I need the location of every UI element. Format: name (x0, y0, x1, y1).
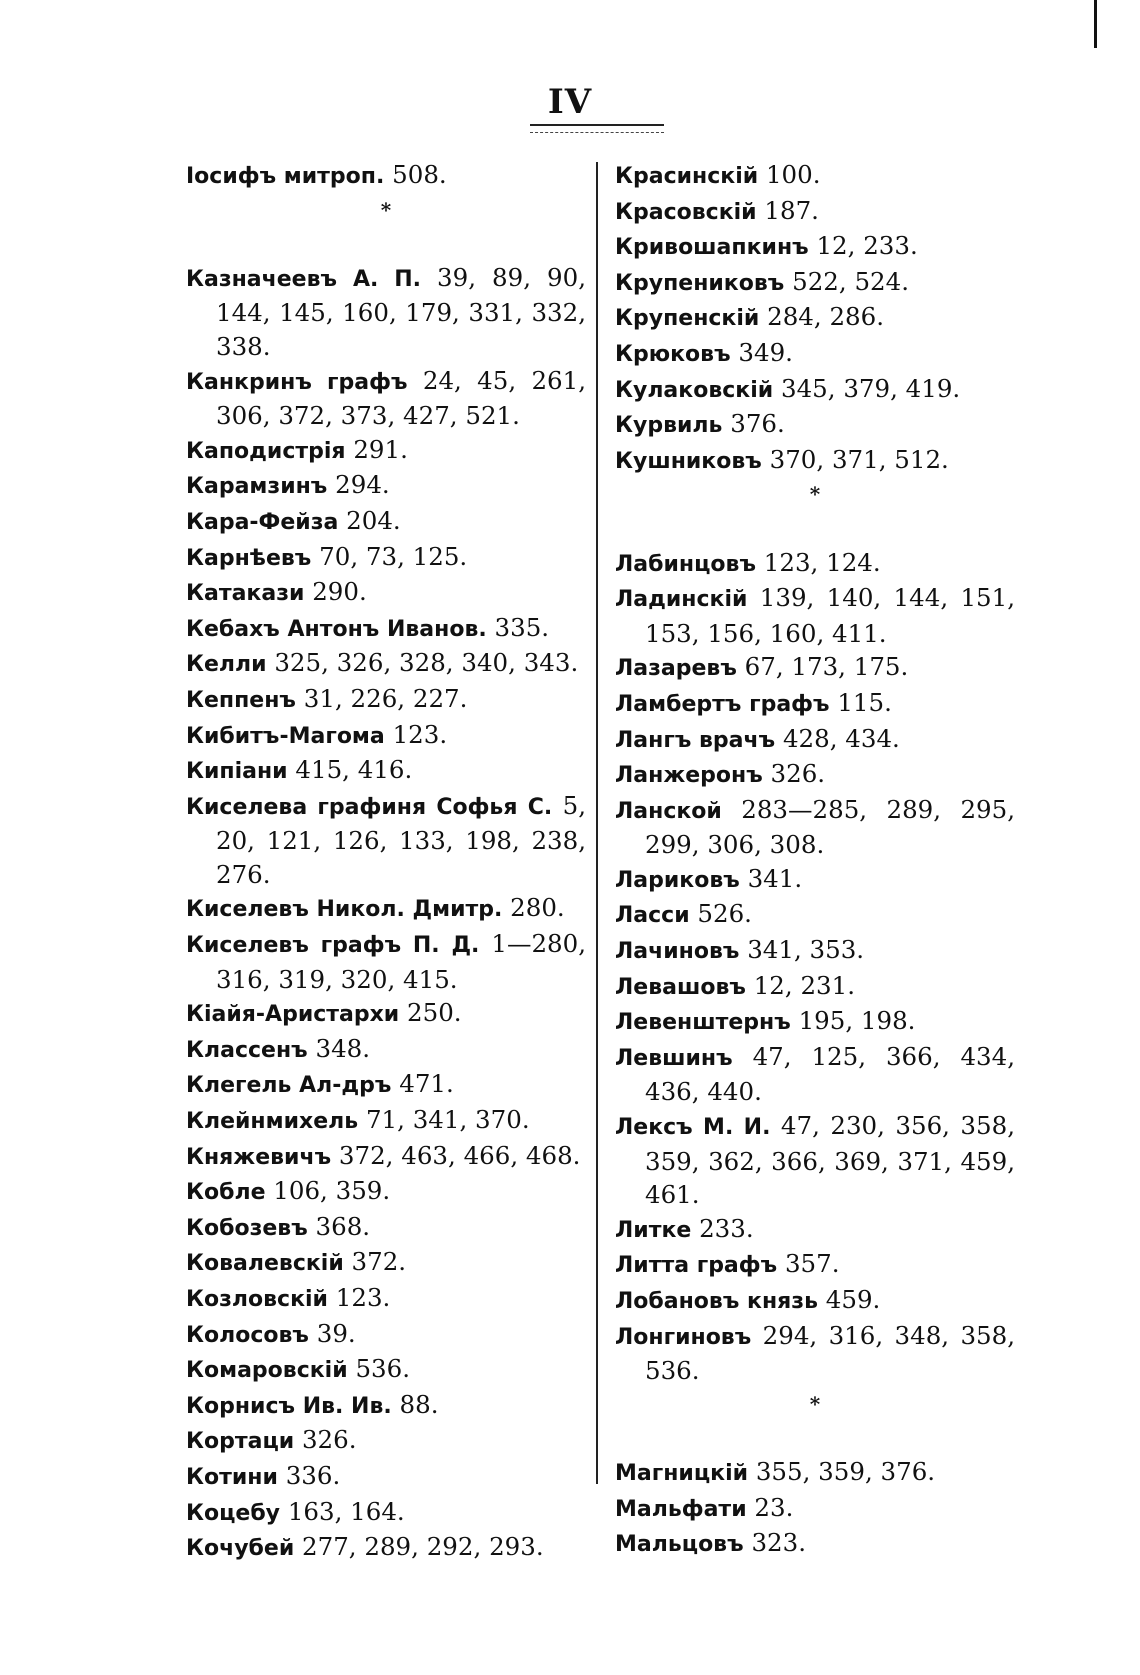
index-entry (615, 336, 1015, 372)
entry-pages: 5, 20, 121, 126, 133, 198, 238, 276. (216, 790, 586, 889)
entry-pages: 123. (392, 719, 448, 749)
index-entry (615, 1109, 1015, 1212)
entry-name: Ламбертъ графъ (615, 691, 830, 717)
entry-pages: 326. (770, 759, 826, 789)
entry-name: Коцебу (186, 1500, 281, 1526)
index-entry (186, 158, 586, 194)
entry-name: Лабинцовъ (615, 551, 756, 577)
index-entry (186, 1139, 586, 1175)
entry-pages: 508. (392, 160, 447, 189)
index-entry (615, 897, 1015, 933)
entry-name: Комаровскій (186, 1358, 348, 1384)
entry-pages: 335. (494, 612, 550, 642)
index-entry (615, 1455, 1015, 1491)
entry-pages: 24, 45, 261, 306, 372, 373, 427, 521. (216, 365, 586, 431)
entry-pages: 204. (346, 505, 401, 535)
entry-name: Кибитъ-Магома (186, 723, 385, 749)
entry-name: Корнисъ Ив. Ив. (186, 1393, 392, 1419)
entry-name: Левенштернъ (615, 1010, 791, 1036)
entry-name: Кобозевъ (186, 1215, 308, 1241)
entry-name: Кебахъ Антонъ Иванов. (186, 616, 487, 642)
entry-name: Лазаревъ (615, 656, 737, 682)
index-entry (186, 789, 586, 892)
entry-name: Карамзинъ (186, 474, 328, 500)
index-entry (186, 927, 586, 996)
entry-pages: 12, 231. (753, 970, 856, 1000)
index-entry (186, 1459, 586, 1495)
index-entry (615, 793, 1015, 862)
entry-pages: 376. (730, 409, 785, 439)
entry-name: Мальцовъ (615, 1532, 744, 1558)
index-entry (615, 546, 1015, 582)
entry-name: Кочубей (186, 1536, 295, 1562)
entry-pages: 47, 125, 366, 434, 436, 440. (645, 1041, 1015, 1107)
index-entry (615, 1283, 1015, 1319)
entry-pages: 291. (353, 434, 408, 464)
index-entry (615, 1212, 1015, 1248)
entry-name: Красовскій (615, 199, 757, 225)
entry-name: Киселевъ Никол. Дмитр. (186, 897, 503, 923)
page-number-ornament-rule (530, 124, 664, 133)
index-entry (615, 1247, 1015, 1283)
entry-pages: 415, 416. (295, 755, 413, 785)
index-entry (615, 300, 1015, 336)
column-divider (596, 162, 598, 1484)
entry-name: Клейнмихель (186, 1109, 359, 1135)
index-entry (615, 650, 1015, 686)
entry-name: Іосифъ митроп. (186, 164, 385, 189)
entry-name: Келли (186, 652, 267, 678)
entry-pages: 323. (751, 1528, 806, 1558)
index-entry (186, 1103, 586, 1139)
entry-name: Ласси (615, 903, 690, 929)
entry-pages: 233. (699, 1213, 754, 1243)
entry-name: Курвиль (615, 413, 723, 439)
entry-name: Мальфати (615, 1496, 747, 1522)
entry-name: Колосовъ (186, 1322, 309, 1348)
entry-name: Канкринъ графъ (186, 369, 408, 395)
section-spacer (615, 1421, 1015, 1455)
entry-pages: 115. (837, 687, 892, 717)
entry-pages: 277, 289, 292, 293. (302, 1532, 544, 1562)
entry-name: Кортаци (186, 1429, 295, 1455)
entry-name: Катакази (186, 581, 305, 607)
index-entry (186, 1245, 586, 1281)
entry-pages: 39. (316, 1318, 356, 1348)
index-entry (186, 1388, 586, 1424)
index-column-left (186, 158, 586, 1566)
entry-pages: 284, 286. (767, 302, 885, 332)
entry-name: Ковалевскій (186, 1251, 344, 1277)
entry-pages: 290. (312, 577, 367, 607)
entry-name: Классенъ (186, 1037, 308, 1063)
entry-pages: 12, 233. (816, 231, 918, 261)
entry-pages: 341, 353. (747, 935, 865, 965)
entry-name: Кушниковъ (615, 448, 762, 474)
index-entry (615, 1319, 1015, 1388)
index-entry (186, 540, 586, 576)
entry-pages: 71, 341, 370. (365, 1105, 530, 1135)
entry-pages: 283—285, 289, 295, 299, 306, 308. (645, 794, 1015, 860)
entry-pages: 326. (301, 1425, 357, 1455)
entry-pages: 522, 524. (792, 266, 909, 296)
index-entry (615, 969, 1015, 1005)
index-entry (186, 996, 586, 1032)
entry-name: Крупениковъ (615, 270, 785, 296)
index-entry (186, 1032, 586, 1068)
entry-pages: 195, 198. (798, 1006, 916, 1036)
entry-name: Карнѣевъ (186, 545, 312, 571)
entry-pages: 280. (510, 893, 565, 923)
entry-pages: 325, 326, 328, 340, 343. (274, 648, 579, 678)
entry-pages: 1—280, 316, 319, 320, 415. (216, 929, 586, 994)
entry-name: Литке (615, 1217, 692, 1243)
entry-name: Лексъ М. И. (615, 1115, 771, 1141)
index-entry (615, 158, 1015, 194)
entry-name: Кіайя-Аристархи (186, 1002, 400, 1028)
index-entry (615, 1040, 1015, 1109)
entry-pages: 23. (754, 1492, 794, 1522)
index-entry (615, 862, 1015, 898)
entry-name: Кеппенъ (186, 687, 296, 713)
entry-pages: 368. (315, 1211, 371, 1241)
entry-name: Клегель Ал-дръ (186, 1073, 392, 1099)
entry-pages: 357. (784, 1249, 840, 1279)
entry-pages: 123, 124. (763, 547, 881, 577)
section-separator-asterisk: * (809, 482, 821, 507)
index-entry (186, 1067, 586, 1103)
entry-pages: 39, 89, 90, 144, 145, 160, 179, 331, 332, 338. (216, 262, 586, 361)
entry-pages: 355, 359, 376. (755, 1456, 936, 1486)
entry-pages: 372. (351, 1247, 407, 1277)
index-entry (186, 1495, 586, 1531)
entry-pages: 250. (407, 998, 462, 1028)
index-entry (615, 722, 1015, 758)
entry-name: Кобле (186, 1180, 266, 1206)
entry-name: Лангъ врачъ (615, 727, 776, 753)
index-entry (186, 364, 586, 433)
entry-name: Кара-Фейза (186, 509, 339, 535)
index-entry (186, 753, 586, 789)
section-spacer (186, 227, 586, 261)
index-entry (186, 1530, 586, 1566)
index-entry (186, 1210, 586, 1246)
entry-pages: 341. (747, 863, 803, 893)
entry-name: Литта графъ (615, 1253, 778, 1279)
entry-name: Казначеевъ А. П. (186, 266, 422, 292)
entry-name: Ланской (615, 798, 722, 824)
entry-pages: 47, 230, 356, 358, 359, 362, 366, 369, 371, 459, 461. (645, 1111, 1015, 1210)
page-edge-mark (1094, 0, 1097, 48)
index-entry (186, 682, 586, 718)
entry-name: Киселевъ графъ П. Д. (186, 933, 480, 959)
entry-pages: 100. (765, 160, 821, 189)
entry-name: Лариковъ (615, 867, 740, 893)
index-entry (186, 468, 586, 504)
entry-name: Кулаковскій (615, 377, 774, 403)
entry-pages: 471. (399, 1069, 454, 1099)
index-entry (615, 407, 1015, 443)
section-separator-asterisk: * (380, 197, 392, 222)
entry-pages: 106, 359. (273, 1176, 391, 1206)
index-entry (186, 261, 586, 364)
index-entry (186, 646, 586, 682)
index-entry (186, 611, 586, 647)
index-entry (186, 1317, 586, 1353)
section-spacer (615, 512, 1015, 546)
entry-name: Крюковъ (615, 341, 731, 367)
entry-pages: 31, 226, 227. (303, 683, 468, 713)
entry-pages: 88. (399, 1389, 439, 1419)
entry-name: Лачиновъ (615, 939, 740, 965)
index-entry (186, 1352, 586, 1388)
entry-pages: 187. (764, 195, 819, 225)
index-entry (615, 686, 1015, 722)
entry-pages: 67, 173, 175. (744, 652, 909, 682)
entry-name: Ланжеронъ (615, 763, 763, 789)
entry-name: Левшинъ (615, 1045, 733, 1071)
entry-pages: 372, 463, 466, 468. (338, 1140, 581, 1170)
entry-pages: 123. (335, 1283, 391, 1312)
index-entry (615, 1004, 1015, 1040)
entry-pages: 370, 371, 512. (769, 444, 949, 474)
entry-name: Кипіани (186, 759, 288, 785)
index-entry (615, 757, 1015, 793)
index-column-right (615, 158, 1015, 1562)
index-entry (186, 1281, 586, 1317)
index-entry (615, 933, 1015, 969)
entry-pages: 526. (697, 899, 752, 929)
index-entry (615, 1491, 1015, 1527)
index-entry (186, 1423, 586, 1459)
entry-name: Левашовъ (615, 974, 746, 1000)
entry-name: Кривошапкинъ (615, 235, 809, 261)
index-entry (615, 194, 1015, 230)
entry-name: Ладинскій (615, 587, 748, 613)
entry-name: Крупенскій (615, 306, 760, 332)
section-separator-asterisk: * (809, 1391, 821, 1416)
entry-pages: 459. (825, 1285, 881, 1314)
index-entry (615, 372, 1015, 408)
index-entry (615, 1526, 1015, 1562)
entry-name: Красинскій (615, 164, 759, 189)
entry-pages: 163, 164. (287, 1496, 405, 1526)
index-entry (615, 229, 1015, 265)
entry-name: Магницкій (615, 1460, 749, 1486)
entry-pages: 294, 316, 348, 358, 536. (645, 1320, 1015, 1386)
entry-pages: 345, 379, 419. (780, 373, 961, 403)
entry-name: Котини (186, 1464, 278, 1490)
entry-pages: 428, 434. (782, 723, 900, 753)
entry-name: Каподистрія (186, 438, 346, 464)
index-entry (186, 504, 586, 540)
index-entry (186, 718, 586, 754)
entry-pages: 349. (738, 337, 793, 367)
index-entry (615, 443, 1015, 479)
entry-pages: 536. (355, 1354, 410, 1384)
entry-pages: 336. (285, 1460, 341, 1490)
index-entry (186, 891, 586, 927)
entry-name: Киселева графиня Софья С. (186, 794, 553, 820)
index-entry (186, 433, 586, 469)
index-entry (186, 1174, 586, 1210)
page-number: IV (547, 82, 593, 122)
index-entry (186, 575, 586, 611)
entry-pages: 70, 73, 125. (319, 541, 468, 571)
index-entry (615, 581, 1015, 650)
entry-pages: 139, 140, 144, 151, 153, 156, 160, 411. (645, 583, 1015, 648)
entry-name: Княжевичъ (186, 1144, 332, 1170)
index-entry (615, 265, 1015, 301)
entry-pages: 348. (315, 1033, 371, 1063)
entry-pages: 294. (335, 470, 390, 500)
entry-name: Лобановъ князь (615, 1289, 818, 1314)
entry-name: Козловскій (186, 1287, 328, 1312)
entry-name: Лонгиновъ (615, 1324, 752, 1350)
